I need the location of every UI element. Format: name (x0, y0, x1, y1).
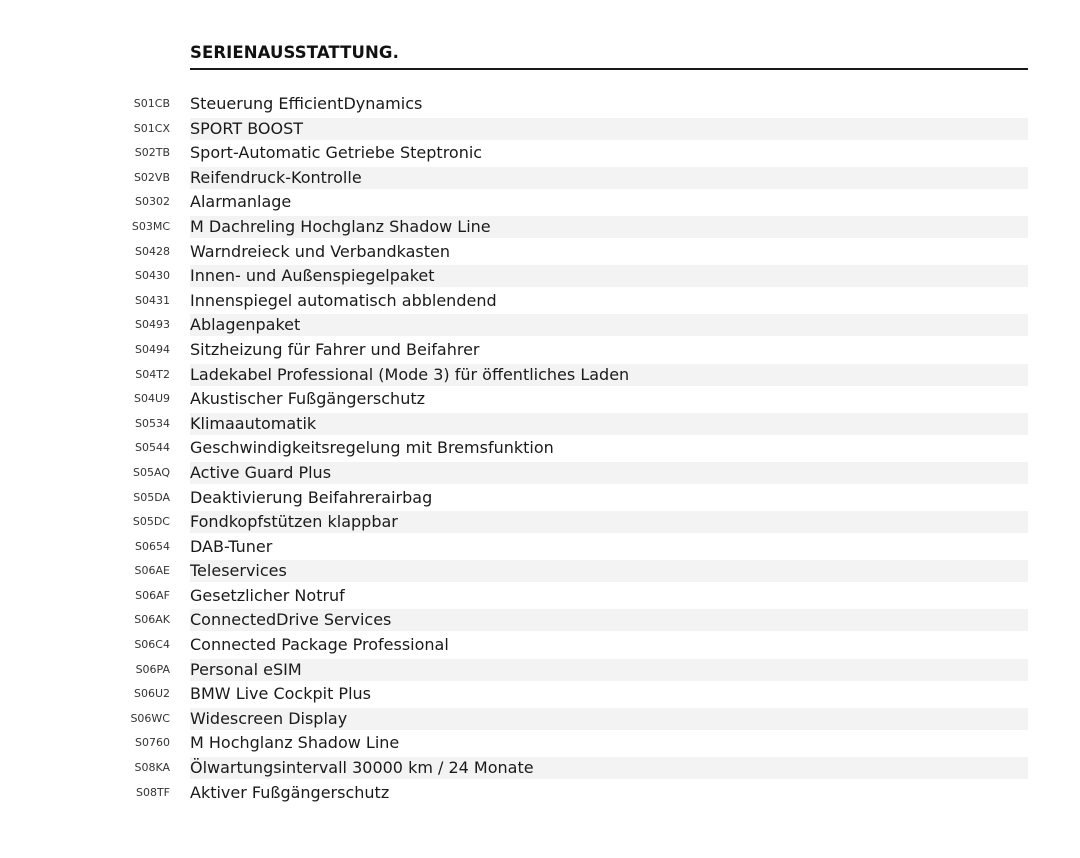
list-item (0, 117, 1080, 142)
option-code: S02VB (133, 170, 170, 184)
option-code: S05AQ (133, 465, 170, 479)
list-item (0, 510, 1080, 535)
list-item (0, 313, 1080, 338)
option-code: S05DC (132, 515, 170, 529)
option-label: Steuerung EfficientDynamics (190, 94, 423, 113)
option-code: S0654 (135, 539, 170, 553)
option-label: DAB-Tuner (190, 536, 273, 556)
list-item (0, 707, 1080, 732)
option-code: S0493 (135, 318, 170, 332)
option-code: S06C4 (134, 638, 170, 652)
option-label: Innenspiegel automatisch abblendend (190, 290, 497, 310)
section-divider (190, 68, 1028, 70)
option-code: S03MC (131, 219, 170, 233)
option-label: Sport-Automatic Getriebe Steptronic (190, 143, 483, 163)
list-item (0, 486, 1080, 511)
list-item (0, 264, 1080, 289)
option-label: Ablagenpaket (190, 315, 301, 335)
option-label: SPORT BOOST (190, 118, 304, 138)
option-label: Innen- und Außenspiegelpaket (190, 266, 435, 286)
option-label: BMW Live Cockpit Plus (190, 684, 371, 704)
list-item (0, 387, 1080, 412)
option-label: Geschwindigkeitsregelung mit Bremsfunktion (190, 438, 554, 458)
option-code: S06PA (135, 662, 170, 676)
list-item (0, 461, 1080, 486)
option-code: S0430 (135, 269, 170, 283)
option-label: Alarmanlage (190, 192, 292, 212)
option-code: S0760 (135, 736, 170, 750)
section-title: SERIENAUSSTATTUNG. (190, 43, 399, 62)
option-code: S08KA (134, 761, 170, 775)
row-stripe (190, 560, 1028, 582)
row-stripe (190, 118, 1028, 140)
option-label: M Hochglanz Shadow Line (190, 733, 400, 753)
list-item (0, 436, 1080, 461)
option-label: Sitzheizung für Fahrer und Beifahrer (190, 339, 480, 359)
list-item (0, 363, 1080, 388)
option-label: Ladekabel Professional (Mode 3) für öffentliches Laden (190, 364, 630, 384)
list-item (0, 731, 1080, 756)
option-code: S0494 (135, 342, 170, 356)
option-label: Connected Package Professional (190, 635, 449, 655)
list-item (0, 584, 1080, 609)
list-item (0, 633, 1080, 658)
option-label: ConnectedDrive Services (190, 610, 392, 630)
option-label: Deaktivierung Beifahrerairbag (190, 487, 433, 507)
list-item (0, 412, 1080, 437)
option-label: Akustischer Fußgängerschutz (190, 389, 426, 409)
option-label: Warndreieck und Verbandkasten (190, 241, 450, 261)
option-label: Personal eSIM (190, 659, 302, 679)
option-code: S06AE (134, 564, 170, 578)
option-code: S02TB (134, 146, 170, 160)
list-item (0, 190, 1080, 215)
option-label: Ölwartungsintervall 30000 km / 24 Monate (190, 758, 534, 778)
list-item (0, 608, 1080, 633)
list-item (0, 338, 1080, 363)
option-label: Aktiver Fußgängerschutz (190, 782, 390, 802)
row-stripe (190, 314, 1028, 336)
option-code: S06U2 (133, 687, 170, 701)
option-code: S06AF (135, 588, 170, 602)
row-stripe (190, 659, 1028, 681)
list-item (0, 289, 1080, 314)
option-code: S01CB (133, 97, 170, 110)
list-item (0, 215, 1080, 240)
list-item (0, 92, 1080, 117)
equipment-list (0, 92, 1080, 805)
list-item (0, 166, 1080, 191)
option-code: S0431 (135, 293, 170, 307)
option-label: Teleservices (190, 561, 287, 581)
option-code: S0302 (135, 195, 170, 209)
option-label: Reifendruck-Kontrolle (190, 167, 362, 187)
option-code: S0534 (135, 416, 170, 430)
option-code: S06AK (134, 613, 170, 627)
option-code: S08TF (135, 785, 170, 799)
option-code: S05DA (133, 490, 170, 504)
option-label: M Dachreling Hochglanz Shadow Line (190, 216, 491, 236)
option-code: S06WC (130, 711, 170, 725)
option-label: Fondkopfstützen klappbar (190, 512, 398, 532)
list-item (0, 756, 1080, 781)
option-code: S04T2 (135, 367, 170, 381)
option-label: Gesetzlicher Notruf (190, 585, 345, 605)
list-item (0, 240, 1080, 265)
option-code: S0428 (135, 244, 170, 258)
list-item (0, 535, 1080, 560)
list-item (0, 141, 1080, 166)
option-code: S0544 (135, 441, 170, 455)
list-item (0, 658, 1080, 683)
option-code: S01CX (133, 121, 170, 135)
list-item (0, 781, 1080, 806)
option-code: S04U9 (133, 392, 170, 406)
option-label: Widescreen Display (190, 708, 348, 728)
option-label: Klimaautomatik (190, 413, 317, 433)
option-label: Active Guard Plus (190, 462, 332, 482)
list-item (0, 559, 1080, 584)
list-item (0, 682, 1080, 707)
